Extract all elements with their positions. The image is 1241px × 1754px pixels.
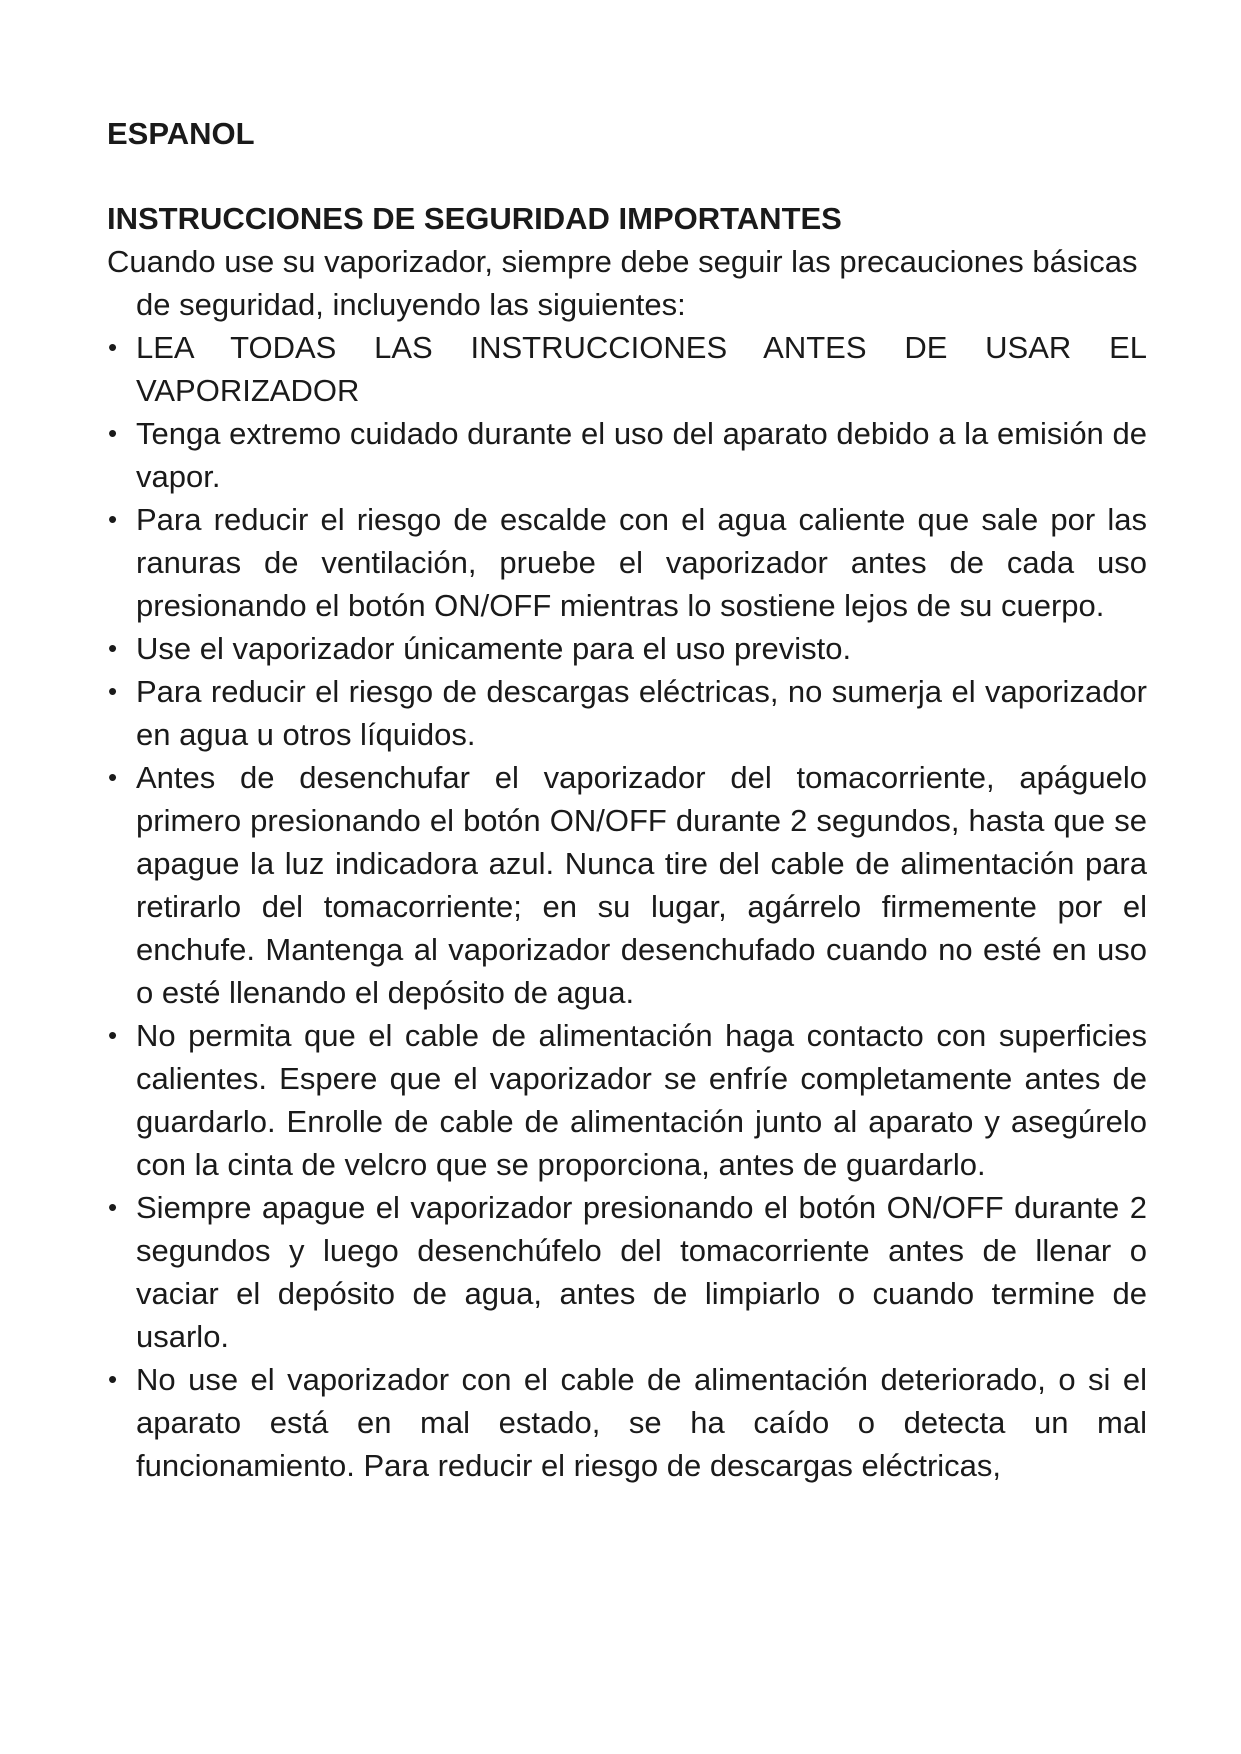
list-item-text: LEA TODAS LAS INSTRUCCIONES ANTES DE USAR EL VAPORIZADOR (136, 330, 1147, 408)
bullet-icon: • (108, 633, 118, 663)
list-item (107, 498, 1147, 627)
list-item-text: Para reducir el riesgo de escalde con el agua caliente que sale por las ranuras de ventilación, pruebe el vaporizador antes de cada uso presionando el botón ON/OFF mientras lo sostiene lejos de su cuerpo. (136, 502, 1147, 623)
list-item (107, 670, 1147, 756)
list-item-text: No use el vaporizador con el cable de alimentación deteriorado, o si el aparato está en mal estado, se ha caído o detecta un mal funcionamiento. Para reducir el riesgo de descargas eléctricas, (136, 1362, 1147, 1483)
list-item (107, 627, 1147, 670)
bullet-icon: • (108, 676, 118, 706)
safety-instructions-list (107, 326, 1147, 1487)
section-title: INSTRUCCIONES DE SEGURIDAD IMPORTANTES (107, 201, 842, 236)
bullet-icon: • (108, 332, 118, 362)
list-item-text: No permita que el cable de alimentación haga contacto con superficies calientes. Espere que el vaporizador se enfríe completamente antes de guardarlo. Enrolle de cable de alimentación junto al aparato y asegúrelo con la cinta de velcro que se proporciona, antes de guardarlo. (136, 1018, 1147, 1182)
list-item (107, 412, 1147, 498)
bullet-icon: • (108, 1192, 118, 1222)
list-item (107, 1014, 1147, 1186)
list-item (107, 1186, 1147, 1358)
intro-paragraph: Cuando use su vaporizador, siempre debe seguir las precauciones básicas de seguridad, incluyendo las siguientes: (107, 244, 1138, 322)
list-item-text: Para reducir el riesgo de descargas eléctricas, no sumerja el vaporizador en agua u otros líquidos. (136, 674, 1147, 752)
document-page (107, 112, 1147, 1487)
list-item-text: Use el vaporizador únicamente para el uso previsto. (136, 631, 852, 666)
list-item (107, 1358, 1147, 1487)
list-item (107, 326, 1147, 412)
bullet-icon: • (108, 1364, 118, 1394)
list-item (107, 756, 1147, 1014)
list-item-text: Tenga extremo cuidado durante el uso del aparato debido a la emisión de vapor. (136, 416, 1147, 494)
bullet-icon: • (108, 762, 118, 792)
bullet-icon: • (108, 504, 118, 534)
bullet-icon: • (108, 1020, 118, 1050)
bullet-icon: • (108, 418, 118, 448)
list-item-text: Antes de desenchufar el vaporizador del tomacorriente, apáguelo primero presionando el botón ON/OFF durante 2 segundos, hasta que se apague la luz indicadora azul. Nunca tire del cable de alimentación para retirarlo del tomacorriente; en su lugar, agárrelo firmemente por el enchufe. Mantenga al vaporizador desenchufado cuando no esté en uso o esté llenando el depósito de agua. (136, 760, 1147, 1010)
list-item-text: Siempre apague el vaporizador presionando el botón ON/OFF durante 2 segundos y luego desenchúfelo del tomacorriente antes de llenar o vaciar el depósito de agua, antes de limpiarlo o cuando termine de usarlo. (136, 1190, 1147, 1354)
language-heading: ESPANOL (107, 116, 255, 151)
